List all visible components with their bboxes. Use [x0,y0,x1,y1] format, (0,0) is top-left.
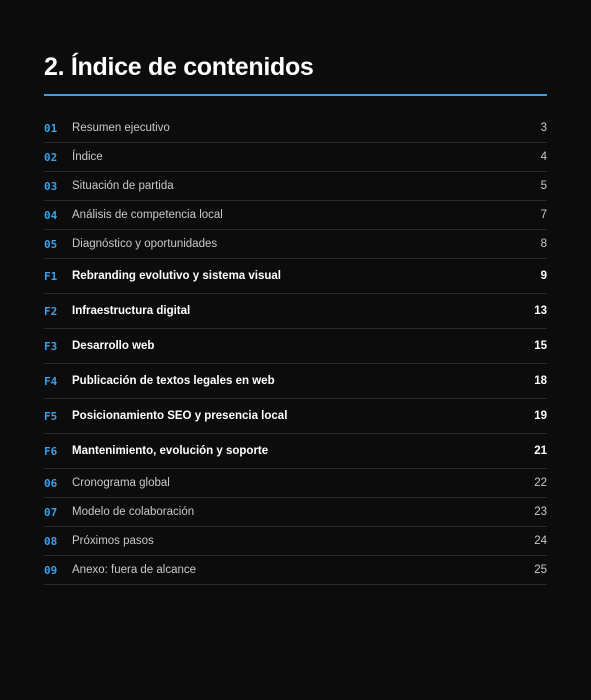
toc-item-label: Situación de partida [72,180,174,192]
toc-item-phase[interactable] [44,364,547,399]
toc-item-number: 01 [44,121,58,135]
toc-item-number: 05 [44,237,58,251]
toc-item-number: 09 [44,563,58,577]
toc-item[interactable] [44,527,547,556]
toc-item-label: Cronograma global [72,477,170,489]
toc-item-phase[interactable] [44,329,547,364]
toc-item-number: 08 [44,534,58,548]
toc-item-number: F1 [44,269,58,283]
toc-item-phase[interactable] [44,259,547,294]
toc-item-label: Posicionamiento SEO y presencia local [72,410,288,422]
toc-item[interactable] [44,498,547,527]
document-page [44,0,547,585]
page-title: 2. Índice de contenidos [44,53,314,81]
toc-item-page: 18 [534,375,547,387]
toc-item-label: Publicación de textos legales en web [72,375,275,387]
toc-item-number: F6 [44,444,58,458]
toc-item-number: F3 [44,339,58,353]
toc-item-number: F2 [44,304,58,318]
toc-item-label: Diagnóstico y oportunidades [72,238,218,250]
toc-item-phase[interactable] [44,294,547,329]
toc-item-label: Índice [72,151,103,163]
toc-item-number: 07 [44,505,58,519]
toc-item-page: 23 [534,506,547,518]
toc-item[interactable] [44,143,547,172]
toc-item-label: Rebranding evolutivo y sistema visual [72,270,281,282]
toc-item[interactable] [44,114,547,143]
toc-item-number: F4 [44,374,58,388]
toc-item-label: Mantenimiento, evolución y soporte [72,445,269,457]
title-divider [44,94,547,96]
toc-item-page: 25 [534,564,547,576]
toc-item-number: 02 [44,150,58,164]
toc-item[interactable] [44,201,547,230]
toc-item-number: 04 [44,208,58,222]
toc-item-label: Infraestructura digital [72,305,191,317]
toc-item-phase[interactable] [44,434,547,469]
toc-item-number: F5 [44,409,58,423]
toc-item-label: Desarrollo web [72,340,155,352]
toc-item-label: Anexo: fuera de alcance [72,564,197,576]
toc-item-page: 13 [534,305,547,317]
toc-item-page: 21 [534,445,547,457]
toc-item-number: 03 [44,179,58,193]
toc-item[interactable] [44,172,547,201]
toc-item-label: Análisis de competencia local [72,209,223,221]
toc-item-page: 9 [540,270,547,282]
toc-item-number: 06 [44,476,58,490]
toc-item[interactable] [44,230,547,259]
toc-item-phase[interactable] [44,399,547,434]
toc-item-page: 22 [534,477,547,489]
toc-item-page: 24 [534,535,547,547]
toc-item[interactable] [44,469,547,498]
toc-item-page: 3 [540,122,547,134]
toc-item-page: 15 [534,340,547,352]
toc-item-page: 5 [540,180,547,192]
toc-item-page: 19 [534,410,547,422]
toc-item-label: Resumen ejecutivo [72,122,170,134]
toc-item-page: 7 [540,209,547,221]
toc-item[interactable] [44,556,547,585]
toc-item-page: 8 [540,238,547,250]
toc-item-page: 4 [540,151,547,163]
table-of-contents [44,114,547,585]
toc-item-label: Modelo de colaboración [72,506,195,518]
toc-item-label: Próximos pasos [72,535,154,547]
